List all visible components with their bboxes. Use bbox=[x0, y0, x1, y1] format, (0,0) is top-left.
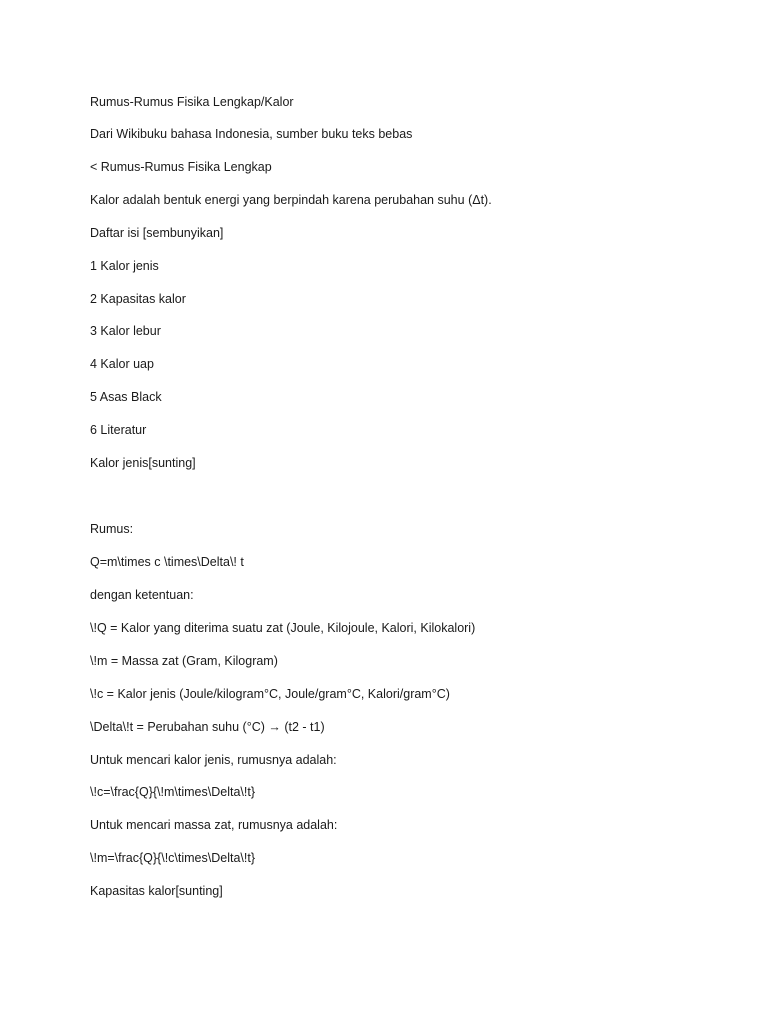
toc-item-literatur[interactable]: 6 Literatur bbox=[90, 423, 147, 437]
find-c-label: Untuk mencari kalor jenis, rumusnya adalah: bbox=[90, 753, 337, 767]
find-c-formula: \!c=\frac{Q}{\!m\times\Delta\!t} bbox=[90, 785, 255, 799]
definition-delta-t: \Delta\!t = Perubahan suhu (°C) → (t2 - t1) bbox=[90, 720, 325, 734]
back-link[interactable]: < Rumus-Rumus Fisika Lengkap bbox=[90, 160, 272, 174]
find-m-label: Untuk mencari massa zat, rumusnya adalah: bbox=[90, 818, 338, 832]
section-heading-kapasitas-kalor: Kapasitas kalor[sunting] bbox=[90, 884, 223, 898]
intro-text: Kalor adalah bentuk energi yang berpindah karena perubahan suhu (Δt). bbox=[90, 193, 492, 207]
toc-item-kalor-lebur[interactable]: 3 Kalor lebur bbox=[90, 324, 161, 338]
formula-main: Q=m\times c \times\Delta\! t bbox=[90, 555, 244, 569]
toc-title[interactable]: Daftar isi [sembunyikan] bbox=[90, 226, 224, 240]
source-line: Dari Wikibuku bahasa Indonesia, sumber buku teks bebas bbox=[90, 127, 413, 141]
page-title: Rumus-Rumus Fisika Lengkap/Kalor bbox=[90, 95, 294, 109]
section-heading-kalor-jenis: Kalor jenis[sunting] bbox=[90, 456, 196, 470]
ketentuan-label: dengan ketentuan: bbox=[90, 588, 194, 602]
toc-item-kalor-uap[interactable]: 4 Kalor uap bbox=[90, 357, 154, 371]
definition-q: \!Q = Kalor yang diterima suatu zat (Joule, Kilojoule, Kalori, Kilokalori) bbox=[90, 621, 476, 635]
toc-item-kalor-jenis[interactable]: 1 Kalor jenis bbox=[90, 259, 159, 273]
rumus-label: Rumus: bbox=[90, 522, 134, 536]
definition-m: \!m = Massa zat (Gram, Kilogram) bbox=[90, 654, 278, 668]
toc-item-kapasitas-kalor[interactable]: 2 Kapasitas kalor bbox=[90, 292, 186, 306]
definition-c: \!c = Kalor jenis (Joule/kilogram°C, Joule/gram°C, Kalori/gram°C) bbox=[90, 687, 450, 701]
find-m-formula: \!m=\frac{Q}{\!c\times\Delta\!t} bbox=[90, 851, 255, 865]
toc-item-asas-black[interactable]: 5 Asas Black bbox=[90, 390, 162, 404]
